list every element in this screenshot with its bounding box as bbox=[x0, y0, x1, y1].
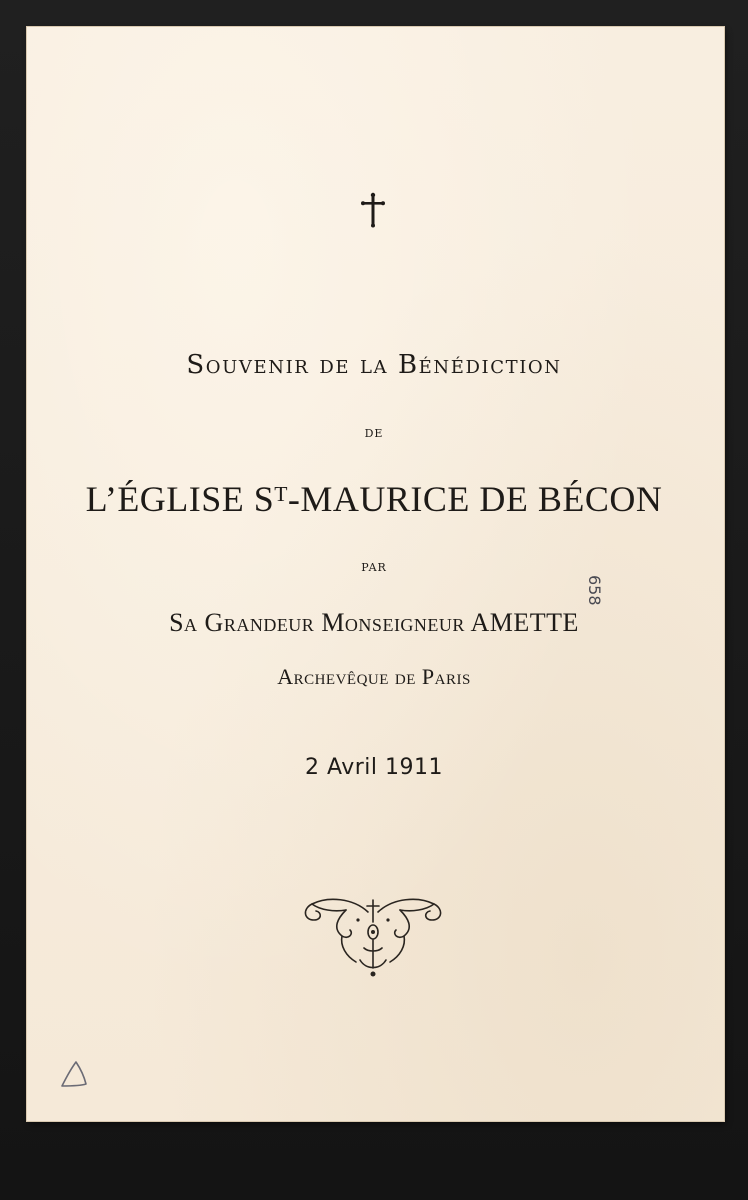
officiant-name: Sa Grandeur Monseigneur AMETTE bbox=[169, 608, 579, 637]
text-de: de bbox=[364, 422, 384, 441]
cross-icon bbox=[358, 192, 388, 228]
fleuron-ornament-icon bbox=[298, 890, 448, 980]
ceremony-date: 2 Avril 1911 bbox=[304, 755, 444, 780]
officiant-title: Archevêque de Paris bbox=[277, 664, 471, 689]
church-name: L’ÉGLISE Sᵀ-MAURICE DE BÉCON bbox=[85, 479, 663, 519]
text-par: par bbox=[361, 556, 387, 575]
pencil-mark-icon bbox=[58, 1056, 94, 1092]
title-souvenir: Souvenir de la Bénédiction bbox=[186, 350, 562, 380]
handwritten-number: 658 bbox=[585, 575, 604, 606]
